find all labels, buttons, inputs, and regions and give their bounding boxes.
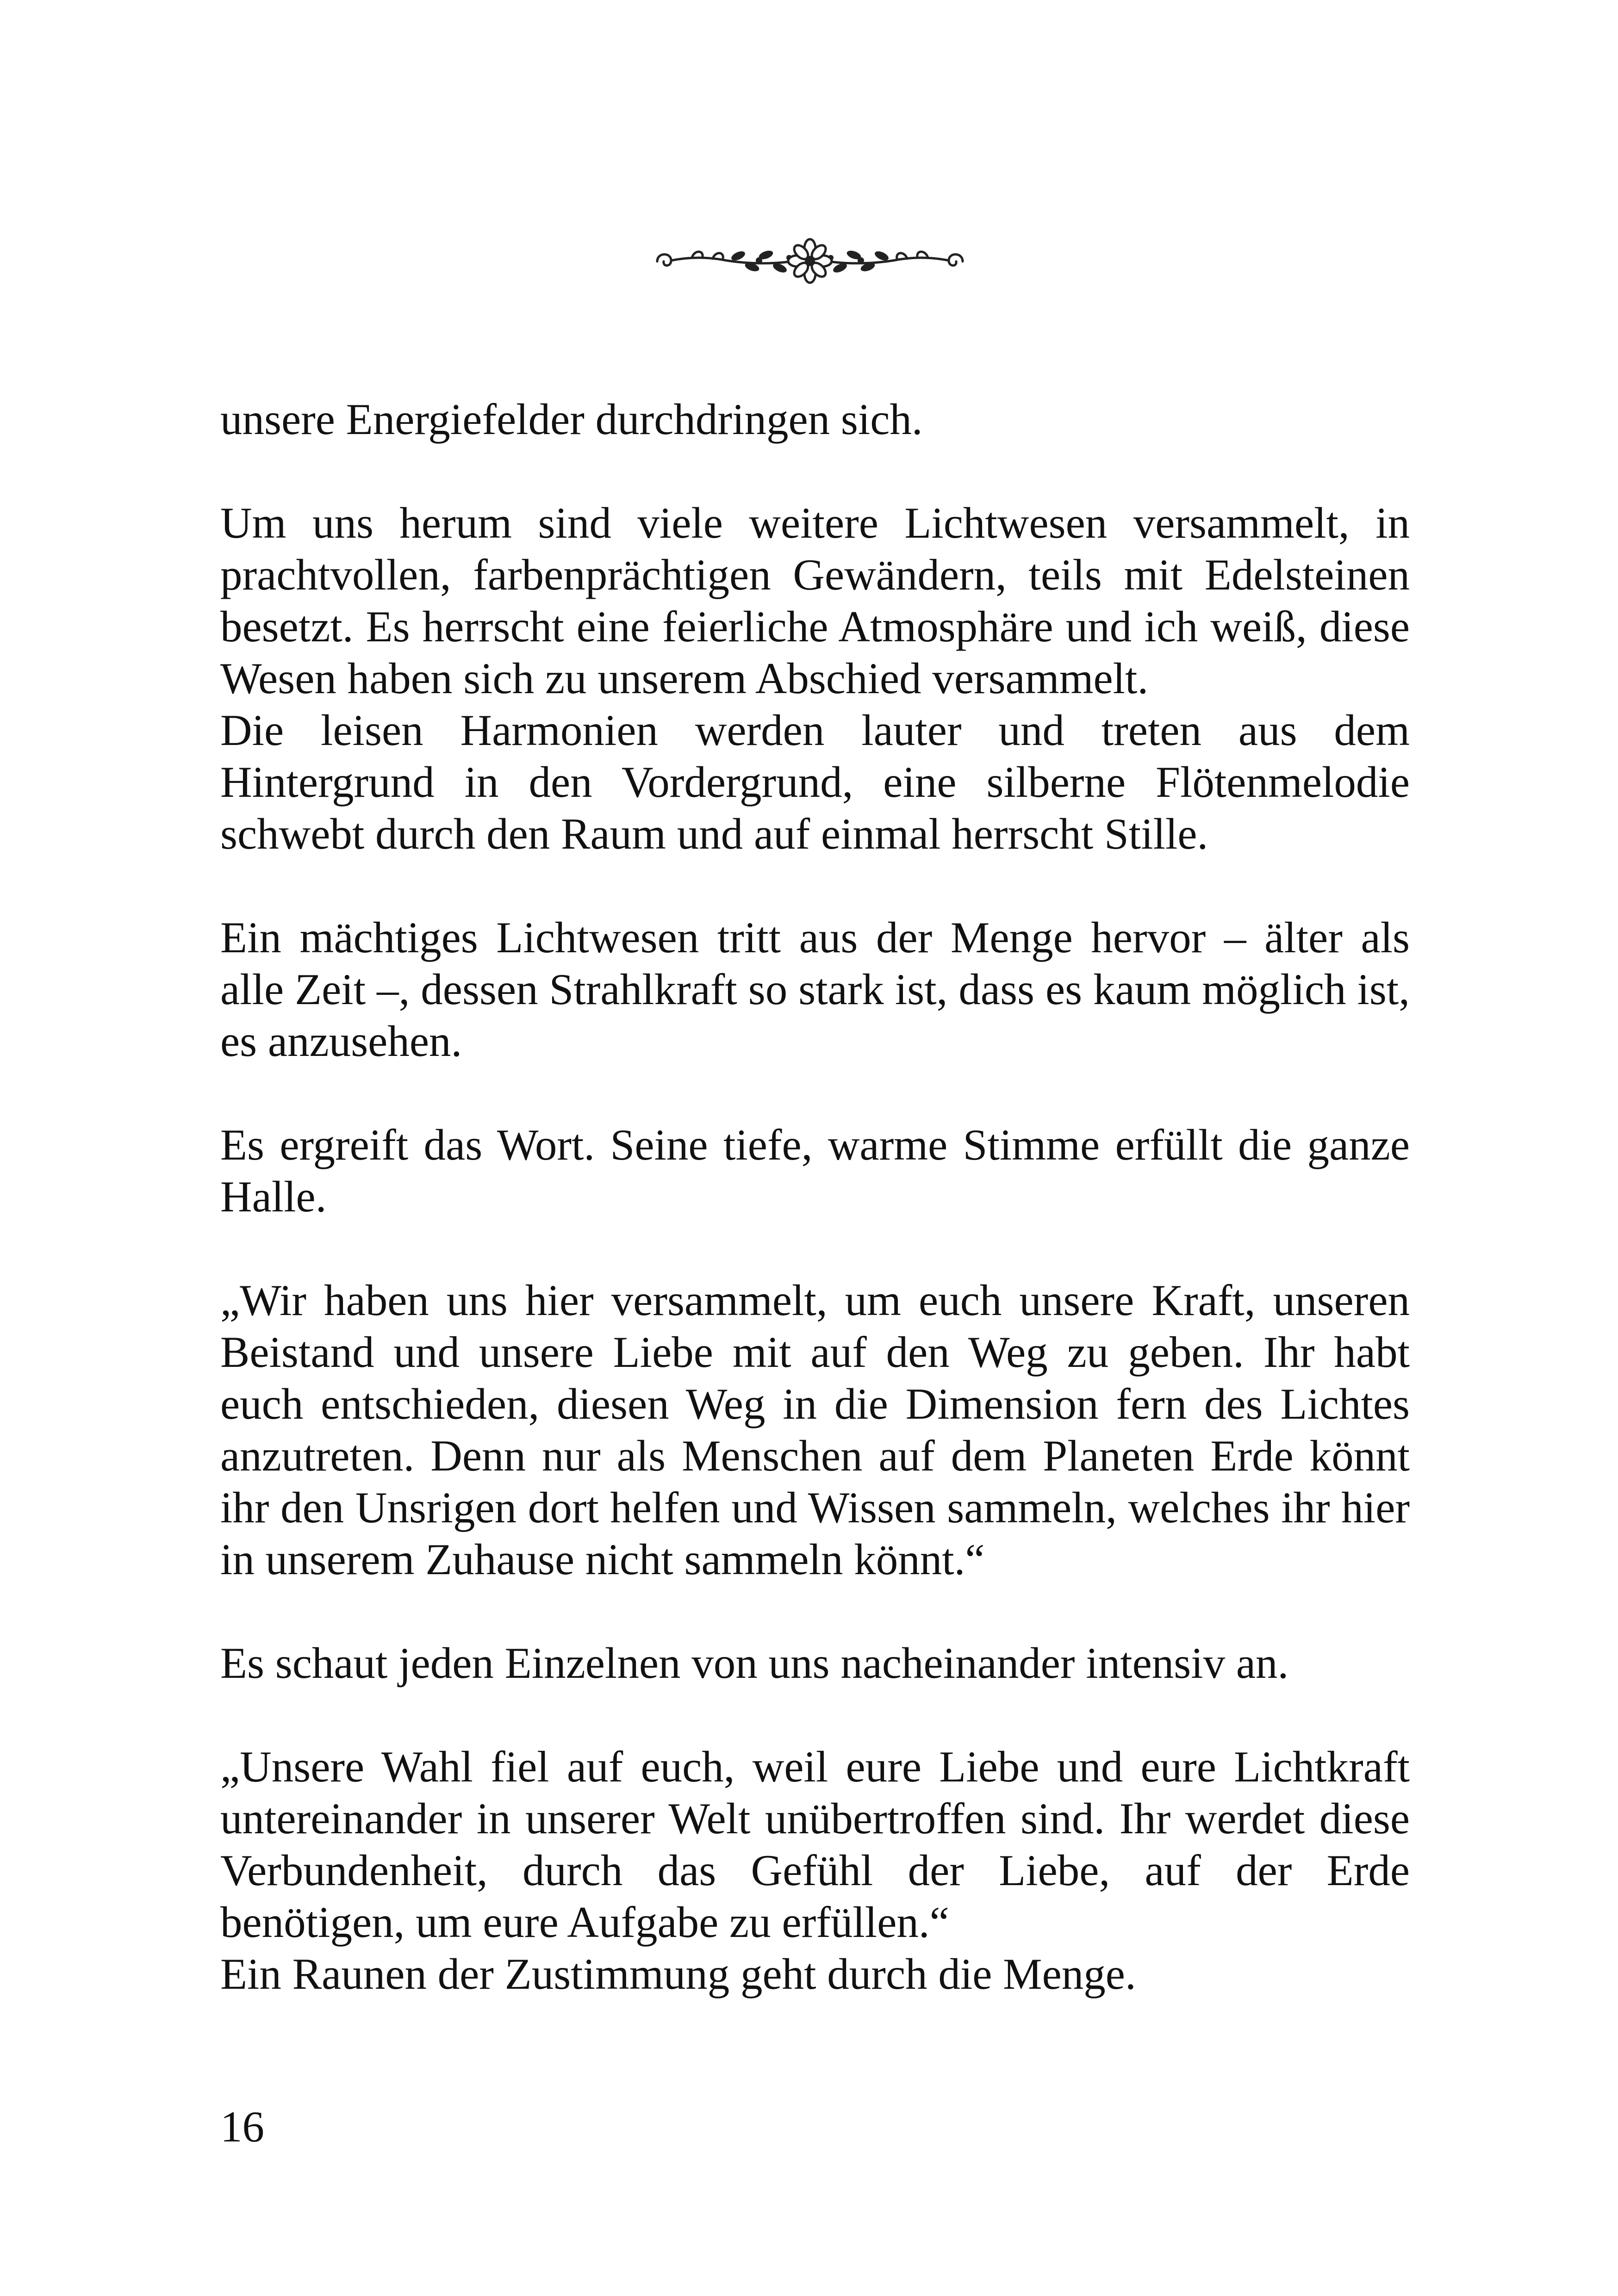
paragraph: Ein mächtiges Lichtwesen tritt aus der Menge hervor – älter als alle Zeit –, dessen Strahlkraft so stark ist, dass es kaum möglich ist, es anzusehen. xyxy=(220,913,1410,1066)
paragraph: „Wir haben uns hier versammelt, um euch unsere Kraft, unseren Beistand und unsere Liebe mit auf den Weg zu geben. Ihr habt euch entschieden, diesen Weg in die Dimension fern des Lichtes anzutreten. Denn nur als Menschen auf dem Planeten Erde könnt ihr den Unsrigen dort helfen und Wissen sammeln, welches ihr hier in unserem Zuhause nicht sammeln könnt.“ xyxy=(220,1276,1410,1584)
paragraph: Es schaut jeden Einzelnen von uns nacheinander intensiv an. xyxy=(220,1638,1289,1688)
paragraph: Um uns herum sind viele weitere Lichtwesen versammelt, in prachtvollen, farbenprächtigen Gewändern, teils mit Edelsteinen besetzt. Es herrscht eine feierliche Atmosphäre und ich weiß, diese Wesen haben sich zu unserem Abschied versammelt. xyxy=(220,498,1410,703)
body-text xyxy=(220,393,1410,2000)
page-number: 16 xyxy=(220,2102,264,2151)
paragraph: unsere Energiefelder durchdringen sich. xyxy=(220,395,923,444)
paragraph: Ein Raunen der Zustimmung geht durch die Menge. xyxy=(220,1949,1136,1998)
paragraph: Die leisen Harmonien werden lauter und treten aus dem Hintergrund in den Vordergrund, eine silberne Flötenmelodie schwebt durch den Raum und auf einmal herrscht Stille. xyxy=(220,706,1410,858)
paragraph: Es ergreift das Wort. Seine tiefe, warme Stimme erfüllt die ganze Halle. xyxy=(220,1120,1410,1221)
floral-divider-icon xyxy=(648,234,972,285)
paragraph: „Unsere Wahl fiel auf euch, weil eure Liebe und eure Lichtkraft untereinander in unserer Welt unübertroffen sind. Ihr werdet diese Verbundenheit, durch das Gefühl der Liebe, auf der Erde benötigen, um eure Aufgabe zu erfüllen.“ xyxy=(220,1742,1410,1947)
